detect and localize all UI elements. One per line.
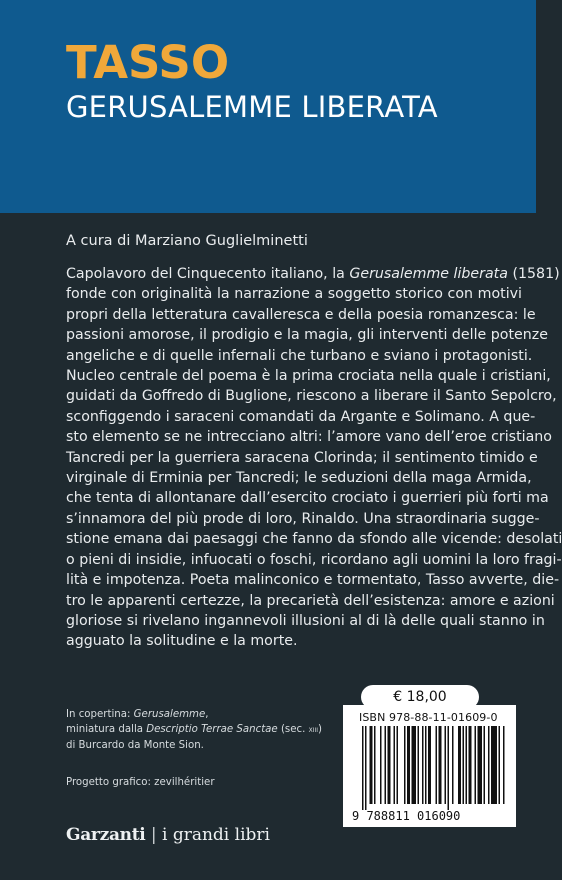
barcode-bar <box>478 726 483 804</box>
ean-digits: 9 788811 016090 <box>352 809 461 823</box>
barcode-bar <box>452 726 454 804</box>
barcode-bar <box>428 726 431 804</box>
blurb-line: lità e impotenza. Poeta malinconico e tormentato, Tasso avverte, die- <box>66 572 560 589</box>
barcode-bar <box>418 726 420 804</box>
author-name: TASSO <box>66 36 230 89</box>
credits-line-2: miniatura dalla Descriptio Terrae Sanctae (sec. xiii) <box>66 724 322 735</box>
blurb-line: Nucleo centrale del poema è la prima crociata nella quale i cristiani, <box>66 368 551 385</box>
credits-line-1: In copertina: Gerusalemme, <box>66 709 209 720</box>
blurb-line: passioni amorose, il prodigio e la magia, gli interventi delle potenze <box>66 327 548 344</box>
barcode-bar <box>365 726 367 810</box>
blurb-line: stione emana dai paesaggi che fanno da sfondo alle vicende: desolati <box>66 531 562 548</box>
barcode-bar <box>439 726 442 804</box>
barcode-bar <box>463 726 465 804</box>
credits-line-3: di Burcardo da Monte Sion. <box>66 740 204 751</box>
barcode-bar <box>448 726 450 810</box>
barcode-bar <box>394 726 396 804</box>
barcode-bar <box>388 726 391 804</box>
blurb-line: Capolavoro del Cinquecento italiano, la Gerusalemme liberata (1581) <box>66 266 560 282</box>
barcode-bar <box>397 726 399 804</box>
barcode-bar <box>385 726 387 804</box>
barcode-bar <box>436 726 438 804</box>
blurb-line: o pieni di insidie, infuocati o foschi, ricordano agli uomini la loro fragi- <box>66 551 562 568</box>
barcode-bar <box>503 726 505 804</box>
blurb-line: guidati da Goffredo di Buglione, riescono a liberare il Santo Sepolcro, <box>66 388 557 405</box>
barcode-bar <box>475 726 477 804</box>
barcode-bar <box>425 726 427 804</box>
blurb-line: virginale di Erminia per Tancredi; le seduzioni della maga Armida, <box>66 470 532 487</box>
editor-line: A cura di Marziano Guglielminetti <box>66 233 308 249</box>
design-credit: Progetto grafico: zevilhéritier <box>66 777 215 788</box>
publisher-separator: | <box>145 825 162 845</box>
cover-credits <box>66 707 322 753</box>
barcode-bar <box>412 726 417 804</box>
barcode-bar <box>422 726 424 804</box>
blurb-line: Tancredi per la guerriera saracena Clorinda; il sentimento timido e <box>66 449 538 466</box>
barcode-bar <box>362 726 364 810</box>
barcode-bar <box>484 726 486 804</box>
blurb-line: tro le apparenti certezze, la precarietà dell’esistenza: amore e azioni <box>66 592 555 609</box>
blurb-line: propri della letteratura cavalleresca e della poesia romanzesca: le <box>66 306 536 323</box>
blurb-line: che tenta di allontanare dall’esercito crociato i guerrieri più forti ma <box>66 490 549 507</box>
series-name: i grandi libri <box>161 825 270 845</box>
blurb-line: gloriose si rivelano ingannevoli illusioni al di là delle quali stanno in <box>66 612 545 629</box>
blurb-line: sconfiggendo i saraceni comandati da Argante e Solimano. A que- <box>66 408 536 425</box>
book-title: GERUSALEMME LIBERATA <box>66 90 438 124</box>
barcode-bar <box>499 726 501 804</box>
barcode-bar <box>404 726 406 804</box>
blurb-line: sto elemento se ne intrecciano altri: l’amore vano dell’eroe cristiano <box>66 429 552 446</box>
barcode-icon <box>362 726 504 810</box>
price-badge: € 18,00 <box>361 685 479 709</box>
barcode-bar <box>370 726 373 804</box>
barcode-bar <box>374 726 376 804</box>
blurb-text <box>66 264 562 652</box>
blurb-line: s’innamora del più prode di loro, Rinaldo. Una straordinaria sugge- <box>66 510 540 527</box>
blurb-line: fonde con originalità la narrazione a soggetto storico con motivi <box>66 286 522 303</box>
barcode-bar <box>407 726 410 804</box>
barcode-bar <box>380 726 382 804</box>
publisher-name: Garzanti <box>66 825 146 845</box>
blurb-line: angeliche e di quelle infernali che turbano e sviano i protagonisti. <box>66 347 533 364</box>
barcode-bar <box>445 726 447 804</box>
blurb-line: agguato la solitudine e la morte. <box>66 633 298 650</box>
barcode-bar <box>491 726 497 804</box>
isbn-label: ISBN 978-88-11-01609-0 <box>359 711 498 724</box>
barcode-bar <box>488 726 490 804</box>
publisher-logo <box>66 825 270 845</box>
barcode-bar <box>469 726 472 804</box>
barcode-bar <box>466 726 468 804</box>
barcode-bar <box>458 726 461 804</box>
